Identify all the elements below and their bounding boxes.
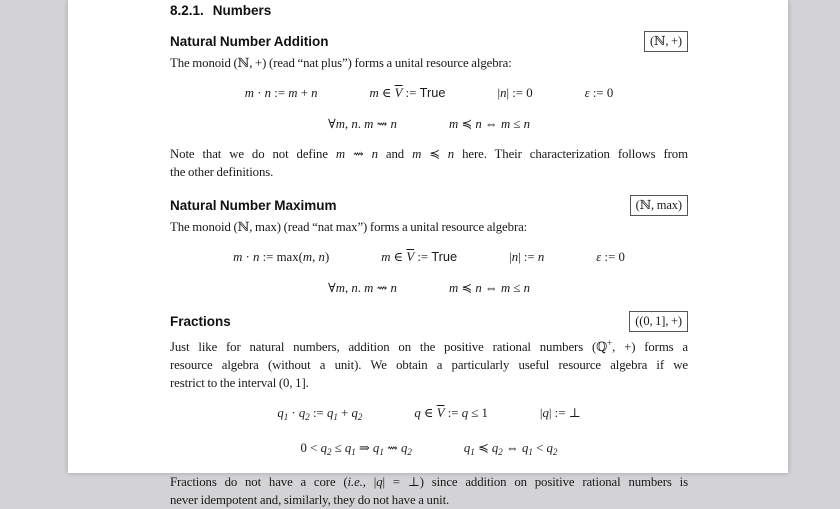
algebra-signature-tag: (ℕ, +) — [644, 31, 688, 52]
definition-block-natural-number-maximum — [170, 195, 688, 297]
math-display — [170, 84, 688, 133]
intro-paragraph — [170, 334, 688, 392]
section-heading — [170, 3, 688, 19]
algebra-signature-tag: ((0, 1], +) — [629, 311, 688, 332]
formula: ε := 0 — [596, 250, 625, 264]
block-title: Natural Number Maximum — [170, 197, 337, 213]
math-row — [170, 439, 688, 461]
intro-paragraph — [170, 54, 688, 72]
text-line: Fractions do not have a core (i.e., |q| = ⊥) since addition on positive rational numbers is — [170, 475, 688, 489]
formula: q ∈ $\overline{V}$ := q ≤ 1 — [414, 406, 488, 420]
block-title-row — [170, 311, 688, 332]
text-line: The monoid (ℕ, max) (read “nat max”) forms a unital resource algebra: — [170, 220, 528, 234]
block-title-row — [170, 195, 688, 216]
formula: m · n := m + n — [244, 86, 318, 100]
formula: $q_1 \cdot q_2$ := $q_1 + q_2$ — [277, 406, 363, 422]
block-title: Fractions — [170, 313, 231, 329]
text-line: Just like for natural numbers, addition on the positive rational numbers (ℚ+, +) forms a — [170, 338, 688, 354]
section-title: Numbers — [212, 3, 272, 18]
page-content — [68, 0, 788, 509]
formula: ∀m, n. m ⇝ n — [327, 117, 397, 131]
formula: |n| := n — [509, 250, 545, 264]
section-number: 8.2.1. — [170, 3, 204, 18]
math-row — [170, 115, 688, 133]
formula: $0 < q_2 \le q_1$ ⇒ $q_1$ ⇝ $q_2$ — [300, 441, 412, 457]
block-title-row — [170, 31, 688, 52]
note-paragraph — [170, 145, 688, 181]
formula: ∀m, n. m ⇝ n — [327, 281, 397, 295]
formula: m · n := max(m, n) — [233, 250, 330, 264]
formula: m ≼ n ⇔ m ≤ n — [448, 281, 531, 295]
formula: m ∈ $\overline{V}$ := True — [369, 85, 446, 100]
formula: m ∈ $\overline{V}$ := True — [381, 249, 458, 264]
intro-paragraph — [170, 218, 688, 236]
text-line: Note that we do not define m ⇝ n and m ≼ n here. Their characterization follows from — [170, 147, 688, 161]
text-line: restrict to the interval (0, 1]. — [170, 376, 309, 390]
text-line: resource algebra (without a unit). We obtain a particularly useful resource algebra if we — [170, 358, 688, 372]
math-row — [170, 279, 688, 297]
note-paragraph — [170, 473, 688, 509]
math-row — [170, 248, 688, 266]
document-page — [68, 0, 788, 507]
block-title: Natural Number Addition — [170, 33, 329, 49]
formula: $q_1$ ≼ $q_2$ ⇔ $q_1 < q_2$ — [463, 441, 558, 457]
text-line: The monoid (ℕ, +) (read “nat plus”) forms a unital resource algebra: — [170, 56, 512, 70]
definition-block-fractions — [170, 311, 688, 509]
math-display — [170, 404, 688, 461]
math-display — [170, 248, 688, 297]
math-row — [170, 404, 688, 426]
text-line: never idempotent and, similarly, they do not have a unit. — [170, 493, 450, 507]
math-row — [170, 84, 688, 102]
algebra-signature-tag: (ℕ, max) — [630, 195, 688, 216]
definition-block-natural-number-addition — [170, 31, 688, 181]
text-line: the other definitions. — [170, 165, 274, 179]
formula: m ≼ n ⇔ m ≤ n — [448, 117, 531, 131]
formula: ε := 0 — [584, 86, 614, 100]
formula: |n| := 0 — [497, 86, 533, 100]
formula: |q| := ⊥ — [539, 406, 581, 420]
